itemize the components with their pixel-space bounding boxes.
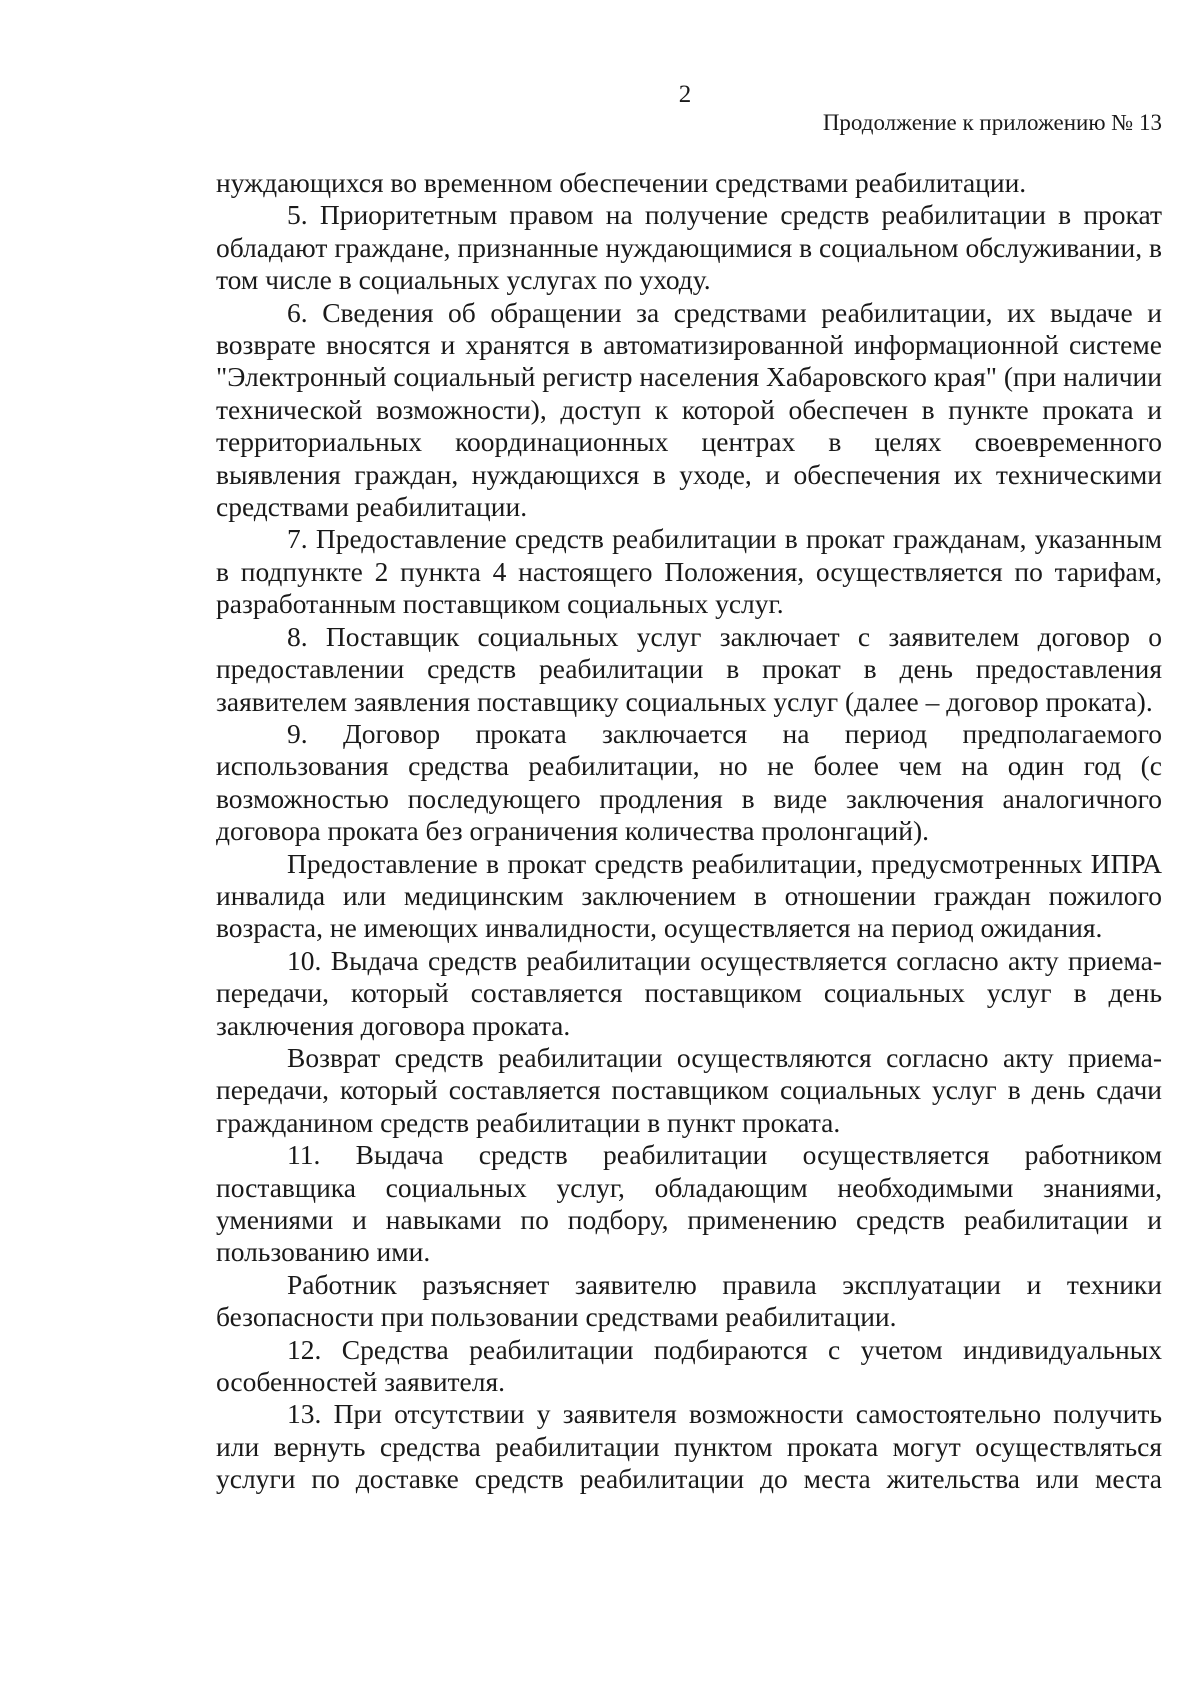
- paragraph-7: 7. Предоставление средств реабилитации в прокат гражданам, указанным в подпункте 2 пункта 4 настоящего Положения, осуществляется по тарифам, разработанным поставщиком социальных услуг.: [216, 523, 1162, 620]
- page-number: 2: [678, 81, 692, 108]
- document-body: [216, 167, 1162, 1496]
- paragraph-10: 10. Выдача средств реабилитации осуществляется согласно акту приема-передачи, который составляется поставщиком социальных услуг в день заключения договора проката.: [216, 944, 1162, 1041]
- paragraph-8: 8. Поставщик социальных услуг заключает с заявителем договор о предоставлении средств реабилитации в прокат в день предоставления заявителем заявления поставщику социальных услуг (далее – договор проката).: [216, 620, 1162, 717]
- continuation-note: Продолжение к приложению № 13: [822, 110, 1162, 135]
- paragraph-9: 9. Договор проката заключается на период предполагаемого использования средства реабилитации, но не более чем на один год (с возможностью последующего продления в виде заключения аналогичного договора проката без ограничения количества пролонгаций).: [216, 717, 1162, 847]
- paragraph-11: 11. Выдача средств реабилитации осуществляется работником поставщика социальных услуг, обладающим необходимыми знаниями, умениями и навыками по подбору, применению средств реабилитации и пользованию ими.: [216, 1139, 1162, 1268]
- paragraph-13: 13. При отсутствии у заявителя возможности самостоятельно получить или вернуть средства реабилитации пунктом проката могут осуществляться услуги по доставке средств реабилитации до места жительства или места: [216, 1398, 1162, 1495]
- paragraph-12: 12. Средства реабилитации подбираются с учетом индивидуальных особенностей заявителя.: [216, 1333, 1162, 1398]
- paragraph-continuation: нуждающихся во временном обеспечении средствами реабилитации.: [216, 167, 1027, 198]
- paragraph-9-rental-period: Предоставление в прокат средств реабилитации, предусмотренных ИПРА инвалида или медицинским заключением в отношении граждан пожилого возраста, не имеющих инвалидности, осуществляется на период ожидания.: [216, 847, 1162, 944]
- paragraph-11-instructions: Работник разъясняет заявителю правила эксплуатации и техники безопасности при пользовании средствами реабилитации.: [216, 1268, 1162, 1333]
- paragraph-10-return: Возврат средств реабилитации осуществляются согласно акту приема-передачи, который составляется поставщиком социальных услуг в день сдачи гражданином средств реабилитации в пункт проката.: [216, 1041, 1162, 1138]
- paragraph-5: 5. Приоритетным правом на получение средств реабилитации в прокат обладают граждане, признанные нуждающимися в социальном обслуживании, в том числе в социальных услугах по уходу.: [216, 199, 1162, 296]
- paragraph-6: 6. Сведения об обращении за средствами реабилитации, их выдаче и возврате вносятся и хранятся в автоматизированной информационной системе "Электронный социальный регистр населения Хабаровского края" (при наличии технической возможности), доступ к которой обеспечен в пункте проката и территориальных координационных центрах в целях своевременного выявления граждан, нуждающихся в уходе, и обеспечения их техническими средствами реабилитации.: [216, 296, 1162, 523]
